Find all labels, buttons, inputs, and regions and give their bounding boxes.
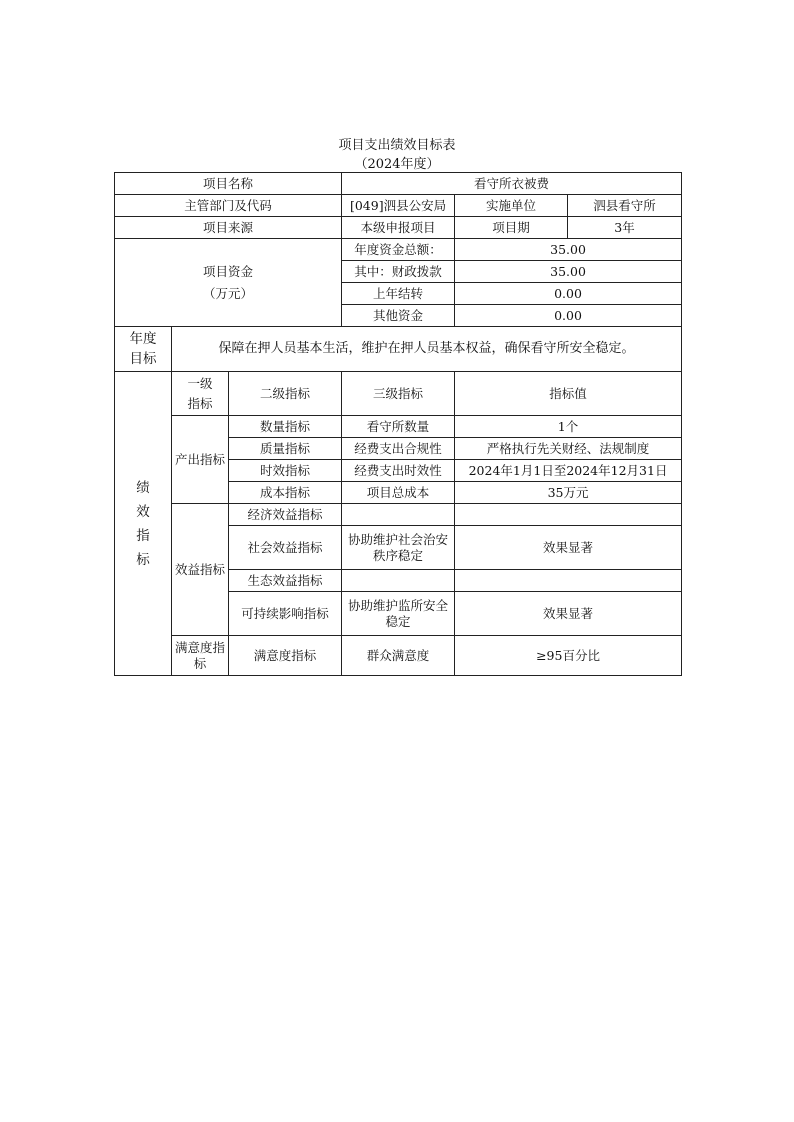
goal-label	[115, 327, 172, 372]
source-label: 项目来源	[115, 217, 342, 239]
satisfaction-level2: 满意度指标	[229, 636, 342, 676]
document-title: 项目支出绩效目标表	[338, 138, 456, 153]
project-name-value: 看守所衣被费	[342, 173, 682, 195]
performance-label-char: 指	[136, 527, 150, 544]
performance-label	[115, 372, 172, 676]
goal-label-line1: 年度	[129, 331, 157, 347]
benefit-value	[455, 504, 682, 526]
funds-label	[115, 239, 342, 327]
level1-header-line2: 指标	[187, 395, 213, 411]
table-row	[115, 195, 682, 217]
table-row	[115, 217, 682, 239]
output-level2: 数量指标	[229, 416, 342, 438]
table-row	[115, 372, 682, 416]
benefit-level2: 可持续影响指标	[229, 592, 342, 636]
output-level3: 经费支出时效性	[342, 460, 455, 482]
funds-label-line1: 项目资金	[203, 263, 254, 279]
performance-label-char: 标	[136, 551, 150, 568]
level3-header: 三级指标	[342, 372, 455, 416]
output-level2: 成本指标	[229, 482, 342, 504]
unit-value: 泗县看守所	[568, 195, 682, 217]
table-row	[115, 416, 682, 438]
output-value: 35万元	[455, 482, 682, 504]
satisfaction-value: ≥95百分比	[455, 636, 682, 676]
performance-label-char: 绩	[136, 479, 150, 496]
output-level3: 经费支出合规性	[342, 438, 455, 460]
unit-label: 实施单位	[455, 195, 568, 217]
funds-total-label: 年度资金总额：	[342, 239, 455, 261]
satisfaction-indicator-label: 满意度指标	[172, 636, 229, 676]
funds-fiscal-label: 其中：财政拨款	[342, 261, 455, 283]
project-name-label: 项目名称	[115, 173, 342, 195]
goal-text: 保障在押人员基本生活，维护在押人员基本权益，确保看守所安全稳定。	[172, 327, 682, 372]
output-value: 1个	[455, 416, 682, 438]
level2-header: 二级指标	[229, 372, 342, 416]
period-label: 项目期	[455, 217, 568, 239]
benefit-level3: 协助维护监所安全稳定	[342, 592, 455, 636]
output-indicator-label: 产出指标	[172, 416, 229, 504]
output-level3: 项目总成本	[342, 482, 455, 504]
benefit-level3: 协助维护社会治安秩序稳定	[342, 526, 455, 570]
goal-label-line2: 目标	[129, 351, 157, 367]
funds-total-value: 35.00	[455, 239, 682, 261]
period-value: 3年	[568, 217, 682, 239]
output-level2: 时效指标	[229, 460, 342, 482]
funds-other-label: 其他资金	[342, 305, 455, 327]
table-row	[115, 327, 682, 372]
funds-carry-label: 上年结转	[342, 283, 455, 305]
funds-label-line2: （万元）	[203, 285, 254, 301]
source-value: 本级申报项目	[342, 217, 455, 239]
benefit-level2: 生态效益指标	[229, 570, 342, 592]
benefit-value: 效果显著	[455, 526, 682, 570]
benefit-value: 效果显著	[455, 592, 682, 636]
level1-header-line1: 一级	[187, 375, 213, 391]
output-value: 严格执行先关财经、法规制度	[455, 438, 682, 460]
benefit-level3	[342, 570, 455, 592]
table-row	[115, 636, 682, 676]
funds-fiscal-value: 35.00	[455, 261, 682, 283]
dept-value: [049]泗县公安局	[342, 195, 455, 217]
benefit-level2: 社会效益指标	[229, 526, 342, 570]
satisfaction-level3: 群众满意度	[342, 636, 455, 676]
benefit-indicator-label: 效益指标	[172, 504, 229, 636]
document-subtitle: （2024年度）	[354, 157, 440, 172]
benefit-value	[455, 570, 682, 592]
level1-header	[172, 372, 229, 416]
output-level2: 质量指标	[229, 438, 342, 460]
table-row	[115, 173, 682, 195]
funds-carry-value: 0.00	[455, 283, 682, 305]
performance-goal-table	[114, 172, 682, 676]
table-row	[115, 504, 682, 526]
output-level3: 看守所数量	[342, 416, 455, 438]
dept-label: 主管部门及代码	[115, 195, 342, 217]
funds-other-value: 0.00	[455, 305, 682, 327]
value-header: 指标值	[455, 372, 682, 416]
table-row	[115, 239, 682, 261]
benefit-level2: 经济效益指标	[229, 504, 342, 526]
performance-label-char: 效	[136, 503, 150, 520]
output-value: 2024年1月1日至2024年12月31日	[455, 460, 682, 482]
benefit-level3	[342, 504, 455, 526]
